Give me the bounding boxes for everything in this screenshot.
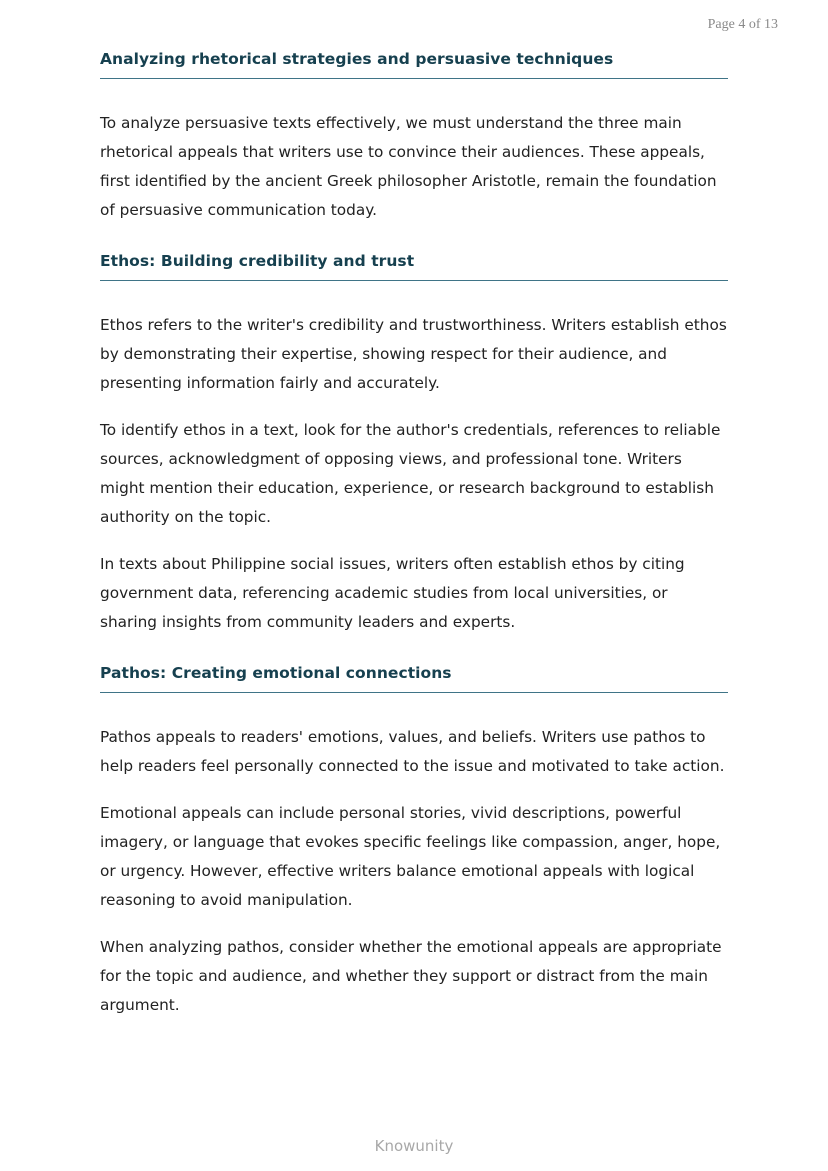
- paragraph: In texts about Philippine social issues, writers often establish ethos by citing government data, referencing academic studies from local universities, or sharing insights from community leaders and experts.: [100, 555, 685, 631]
- document-body: [100, 50, 728, 1047]
- section-heading: Analyzing rhetorical strategies and persuasive techniques: [100, 50, 728, 79]
- paragraph: Emotional appeals can include personal stories, vivid descriptions, powerful imagery, or language that evokes specific feelings like compassion, anger, hope, or urgency. However, effective writers balance emotional appeals with logical reasoning to avoid manipulation.: [100, 804, 721, 909]
- section-heading: Pathos: Creating emotional connections: [100, 664, 728, 693]
- section-heading: Ethos: Building credibility and trust: [100, 252, 728, 281]
- footer-brand: Knowunity: [374, 1137, 454, 1155]
- paragraph: Ethos refers to the writer's credibility and trustworthiness. Writers establish ethos by demonstrating their expertise, showing respect for their audience, and presenting information fairly and accurately.: [100, 316, 727, 392]
- section-ethos: [100, 252, 728, 637]
- page-number: Page 4 of 13: [707, 17, 778, 32]
- section-rhetorical-strategies: [100, 50, 728, 225]
- paragraph: To analyze persuasive texts effectively, we must understand the three main rhetorical appeals that writers use to convince their audiences. These appeals, first identified by the ancient Greek philosopher Aristotle, remain the foundation of persuasive communication today.: [100, 114, 717, 219]
- section-pathos: [100, 664, 728, 1020]
- paragraph: To identify ethos in a text, look for the author's credentials, references to reliable sources, acknowledgment of opposing views, and professional tone. Writers might mention their education, experience, or research background to establish authority on the topic.: [100, 421, 721, 526]
- paragraph: Pathos appeals to readers' emotions, values, and beliefs. Writers use pathos to help readers feel personally connected to the issue and motivated to take action.: [100, 728, 725, 775]
- paragraph: When analyzing pathos, consider whether the emotional appeals are appropriate for the topic and audience, and whether they support or distract from the main argument.: [100, 938, 722, 1014]
